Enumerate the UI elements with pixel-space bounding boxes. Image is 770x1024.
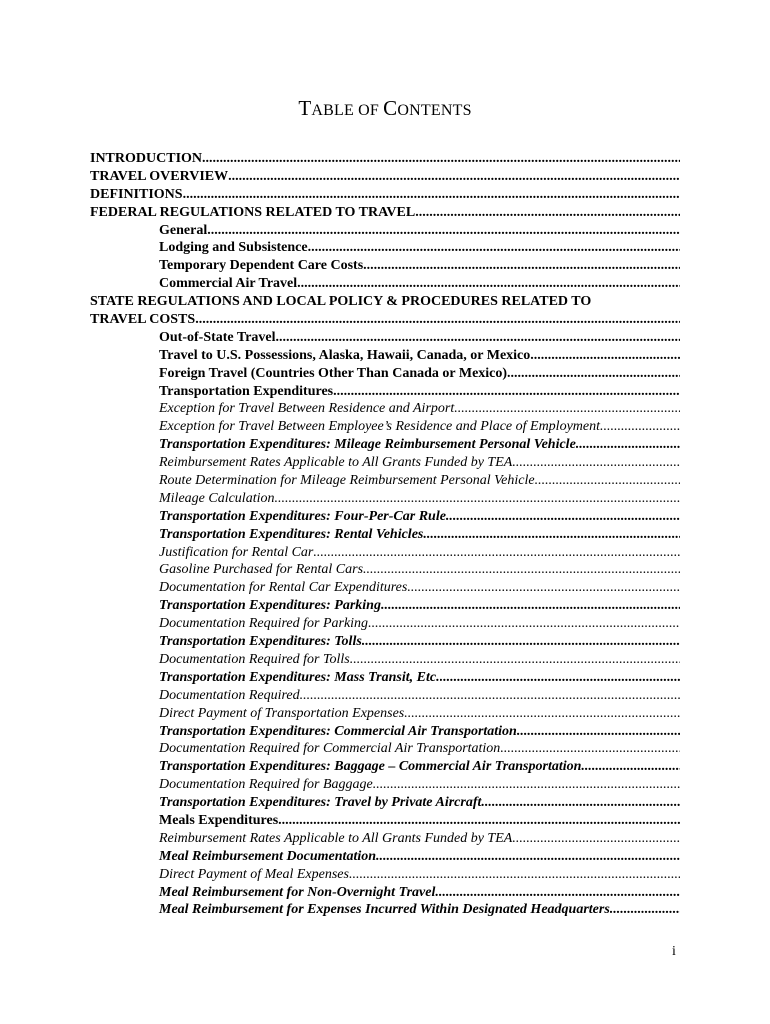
- toc-entry[interactable]: [90, 651, 680, 669]
- toc-dot-leader: [407, 579, 680, 597]
- toc-entry-text: Travel to U.S. Possessions, Alaska, Hawaii, Canada, or Mexico: [159, 347, 531, 363]
- toc-entry-text: General: [159, 222, 208, 238]
- toc-dot-leader: [333, 383, 680, 401]
- toc-entry-text: Meals Expenditures: [159, 812, 279, 828]
- toc-entry[interactable]: [90, 436, 680, 454]
- title-rest-able-of: ABLE OF: [311, 102, 384, 119]
- toc-entry[interactable]: [90, 669, 680, 687]
- toc-entry-text: Exception for Travel Between Residence and Airport: [159, 401, 455, 417]
- toc-entry-text: Transportation Expenditures: Mileage Reimbursement Personal Vehicle: [159, 437, 576, 453]
- toc-dot-leader: [349, 866, 680, 884]
- toc-entry[interactable]: [90, 758, 680, 776]
- toc-entry[interactable]: [90, 794, 680, 812]
- toc-entry[interactable]: [90, 186, 680, 204]
- toc-entry-text: Reimbursement Rates Applicable to All Grants Funded by TEA: [159, 830, 513, 846]
- toc-entry-text: Transportation Expenditures: Commercial Air Transportation: [159, 723, 517, 739]
- toc-entry-text: Documentation for Rental Car Expenditures: [159, 580, 408, 596]
- toc-dot-leader: [368, 615, 680, 633]
- toc-dot-leader: [278, 812, 680, 830]
- toc-entry[interactable]: [90, 526, 680, 544]
- toc-entry[interactable]: [90, 884, 680, 902]
- toc-entry[interactable]: [90, 293, 680, 311]
- title-rest-ontents: ONTENTS: [397, 102, 472, 119]
- toc-dot-leader: [207, 222, 680, 240]
- toc-dot-leader: [195, 311, 680, 329]
- toc-dot-leader: [610, 901, 680, 919]
- toc-entry[interactable]: [90, 633, 680, 651]
- toc-entry[interactable]: [90, 204, 680, 222]
- toc-entry-text: Lodging and Subsistence: [159, 240, 308, 256]
- toc-dot-leader: [454, 400, 680, 418]
- toc-entry[interactable]: [90, 508, 680, 526]
- toc-entry[interactable]: [90, 561, 680, 579]
- toc-entry-text: DEFINITIONS: [90, 186, 183, 202]
- toc-entry-text: Transportation Expenditures: Four-Per-Car Rule: [159, 508, 446, 524]
- toc-dot-leader: [517, 723, 680, 741]
- toc-entry[interactable]: [90, 830, 680, 848]
- page-title: [0, 96, 770, 121]
- toc-dot-leader: [228, 168, 680, 186]
- toc-entry[interactable]: [90, 418, 680, 436]
- toc-entry-text: Out-of-State Travel: [159, 329, 276, 345]
- toc-entry-text: Transportation Expenditures: [159, 383, 334, 399]
- toc-entry[interactable]: [90, 544, 680, 562]
- toc-entry-text: Meal Reimbursement for Expenses Incurred Within Designated Headquarters: [159, 902, 610, 918]
- toc-entry[interactable]: [90, 615, 680, 633]
- toc-entry[interactable]: [90, 579, 680, 597]
- toc-dot-leader: [350, 651, 680, 669]
- toc-entry[interactable]: [90, 901, 680, 919]
- toc-entry-text: Documentation Required for Parking: [159, 616, 369, 632]
- toc-entry[interactable]: [90, 776, 680, 794]
- toc-dot-leader: [376, 848, 680, 866]
- toc-dot-leader: [274, 490, 680, 508]
- toc-entry-text: INTRODUCTION: [90, 151, 203, 166]
- toc-entry-text: Transportation Expenditures: Travel by Private Aircraft: [159, 795, 482, 811]
- toc-dot-leader: [576, 436, 680, 454]
- toc-dot-leader: [313, 544, 680, 562]
- toc-entry-text: Route Determination for Mileage Reimbursement Personal Vehicle: [159, 473, 535, 489]
- toc-entry[interactable]: [90, 311, 680, 329]
- toc-entry[interactable]: [90, 168, 680, 186]
- toc-dot-leader: [381, 597, 680, 615]
- page-number: i: [672, 944, 676, 959]
- toc-entry[interactable]: [90, 705, 680, 723]
- toc-entry[interactable]: [90, 222, 680, 240]
- toc-entry-text: Direct Payment of Meal Expenses: [159, 866, 349, 882]
- toc-entry-text: FEDERAL REGULATIONS RELATED TO TRAVEL: [90, 204, 416, 220]
- toc-entry[interactable]: [90, 723, 680, 741]
- toc-entry-text: Justification for Rental Car: [159, 544, 314, 560]
- toc-dot-leader: [183, 186, 680, 204]
- toc-entry[interactable]: [90, 597, 680, 615]
- toc-dot-leader: [446, 508, 680, 526]
- toc-entry-text: Commercial Air Travel: [159, 276, 298, 292]
- toc-entry-text: Foreign Travel (Countries Other Than Canada or Mexico): [159, 365, 508, 381]
- toc-entry[interactable]: [90, 687, 680, 705]
- title-initial-t: T: [298, 96, 312, 120]
- toc-entry[interactable]: [90, 257, 680, 275]
- toc-dot-leader: [415, 204, 680, 222]
- toc-dot-leader: [297, 275, 680, 293]
- toc-dot-leader: [308, 239, 680, 257]
- toc-dot-leader: [404, 705, 680, 723]
- toc-dot-leader: [276, 329, 680, 347]
- toc-dot-leader: [500, 740, 680, 758]
- toc-entry[interactable]: [90, 347, 680, 365]
- toc-entry[interactable]: [90, 150, 680, 168]
- toc-dot-leader: [512, 454, 680, 472]
- toc-entry[interactable]: [90, 866, 680, 884]
- toc-dot-leader: [363, 561, 680, 579]
- toc-entry[interactable]: [90, 454, 680, 472]
- toc-dot-leader: [362, 633, 680, 651]
- toc-entry-text: TRAVEL COSTS: [90, 312, 196, 328]
- toc-entry-text: TRAVEL OVERVIEW: [90, 168, 229, 184]
- toc-dot-leader: [581, 758, 680, 776]
- toc-entry-text: Transportation Expenditures: Baggage – Commercial Air Transportation: [159, 759, 582, 775]
- toc-entry[interactable]: [90, 740, 680, 758]
- toc-entry-text: Documentation Required for Tolls: [159, 651, 350, 667]
- toc-entry[interactable]: [90, 383, 680, 401]
- toc-entry-text: Reimbursement Rates Applicable to All Grants Funded by TEA: [159, 455, 513, 471]
- toc-dot-leader: [512, 830, 680, 848]
- toc-dot-leader: [600, 418, 680, 436]
- toc-entry[interactable]: [90, 812, 680, 830]
- toc-entry-text: Temporary Dependent Care Costs: [159, 258, 364, 274]
- toc-dot-leader: [481, 794, 680, 812]
- toc-dot-leader: [300, 687, 680, 705]
- toc-dot-leader: [435, 884, 680, 902]
- toc-dot-leader: [530, 347, 680, 365]
- toc-dot-leader: [507, 365, 680, 383]
- toc-entry-text: STATE REGULATIONS AND LOCAL POLICY & PROCEDURES RELATED TO: [90, 294, 592, 310]
- toc-entry-text: Meal Reimbursement for Non-Overnight Travel: [159, 884, 436, 900]
- toc-entry-text: Documentation Required for Commercial Air Transportation: [159, 741, 501, 757]
- toc-dot-leader: [363, 257, 680, 275]
- toc-entry[interactable]: [90, 275, 680, 293]
- toc-entry-text: Documentation Required for Baggage: [159, 777, 373, 793]
- toc-entry[interactable]: [90, 490, 680, 508]
- toc-dot-leader: [423, 526, 680, 544]
- toc-entry-text: Mileage Calculation: [159, 490, 275, 506]
- toc-dot-leader: [535, 472, 680, 490]
- toc-dot-leader: [373, 776, 680, 794]
- toc-entry-text: Transportation Expenditures: Tolls: [159, 634, 362, 650]
- toc-entry-text: Transportation Expenditures: Parking: [159, 598, 381, 614]
- toc-entry[interactable]: [90, 472, 680, 490]
- toc-dot-leader: [202, 150, 680, 168]
- toc-entry-text: Meal Reimbursement Documentation: [159, 848, 377, 864]
- toc-entry[interactable]: [90, 365, 680, 383]
- toc-entry[interactable]: [90, 848, 680, 866]
- title-initial-c: C: [383, 96, 398, 120]
- toc-entry-text: Direct Payment of Transportation Expenses: [159, 705, 405, 721]
- toc-entry[interactable]: [90, 400, 680, 418]
- table-of-contents: [90, 150, 680, 919]
- toc-entry[interactable]: [90, 329, 680, 347]
- toc-entry-text: Exception for Travel Between Employee’s Residence and Place of Employment: [159, 419, 600, 435]
- toc-entry-text: Documentation Required: [159, 687, 300, 703]
- toc-dot-leader: [440, 669, 680, 687]
- toc-entry-text: Gasoline Purchased for Rental Cars: [159, 562, 364, 578]
- toc-entry-text: Transportation Expenditures: Rental Vehicles: [159, 526, 424, 542]
- toc-entry-text: Transportation Expenditures: Mass Transit, Etc.: [159, 669, 440, 685]
- toc-entry[interactable]: [90, 239, 680, 257]
